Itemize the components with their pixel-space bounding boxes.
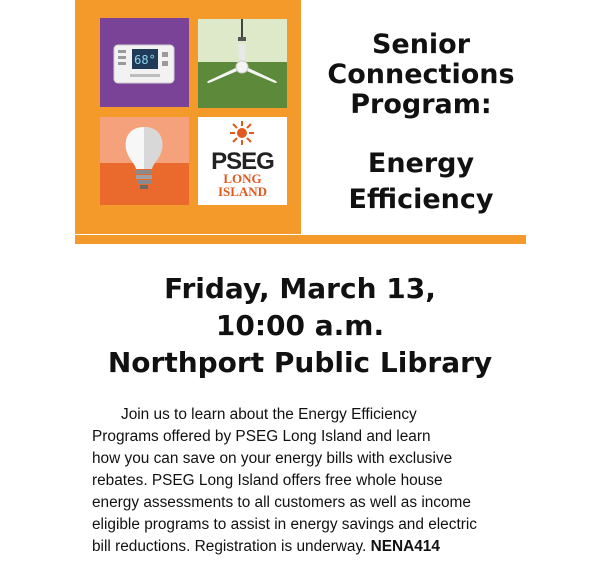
sunburst-icon (198, 119, 287, 149)
program-title: Senior Connections Program: (327, 29, 515, 120)
lightbulb-tile (100, 117, 189, 205)
pseg-logo-text: PSEG (211, 148, 274, 175)
event-time: 10:00 a.m. (215, 309, 385, 342)
thermostat-tile (100, 18, 189, 107)
ceiling-fan-tile (198, 19, 287, 108)
ceiling-fan-icon (198, 19, 287, 108)
topic-title: Energy Efficiency (348, 148, 494, 215)
lightbulb-icon (100, 117, 189, 205)
event-location: Northport Public Library (107, 346, 493, 379)
event-description: Join us to learn about the Energy Efficiency Programs offered by PSEG Long Island and learn how you can save on your energy bills with exclusive rebates. PSEG Long Island offers free whole house energy assessments to all customers as well as income eligible programs to assist in energy savings and electric bill reductions. Registration is underway. NENA414 (92, 406, 477, 555)
event-details (0, 270, 600, 381)
event-date: Friday, March 13, (164, 272, 436, 305)
long-island-logo-text: LONG ISLAND (217, 171, 268, 199)
thermostat-icon (100, 18, 189, 107)
registration-code: NENA414 (370, 538, 440, 555)
pseg-logo-tile (198, 117, 287, 205)
thermostat-reading: 68° (134, 53, 156, 67)
divider-bar (75, 235, 526, 244)
